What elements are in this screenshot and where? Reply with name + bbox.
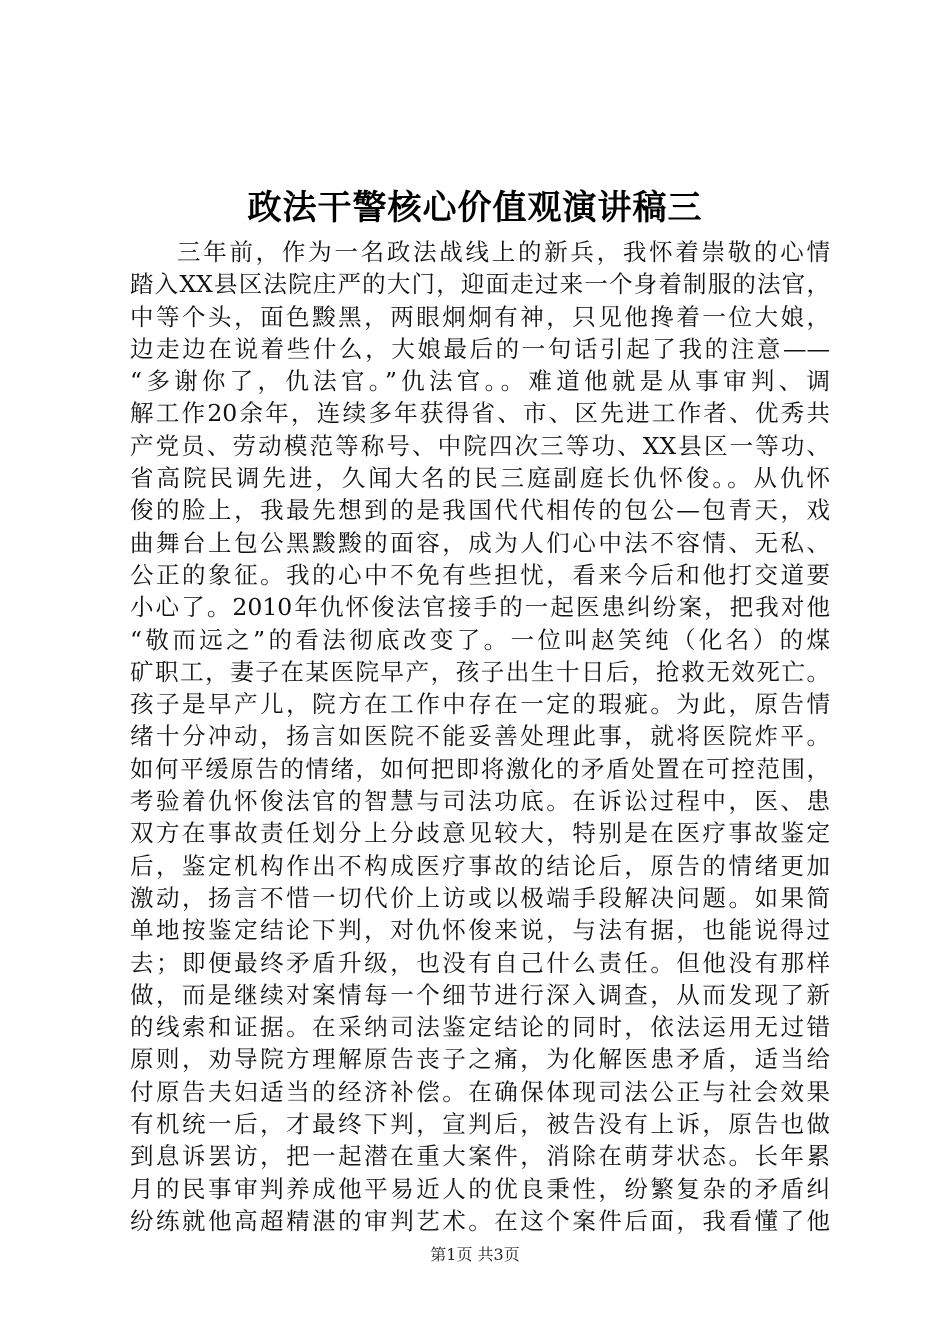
body-line: 考验着仇怀俊法官的智慧与司法功底。在诉讼过程中，医、患 <box>130 787 830 816</box>
document-body <box>130 236 830 1237</box>
body-line: 去；即便最终矛盾升级，也没有自己什么责任。但他没有那样 <box>130 948 830 977</box>
body-line: 中等个头，面色黢黑，两眼炯炯有神，只见他搀着一位大娘， <box>130 302 830 331</box>
body-line: 曲舞台上包公黑黢黢的面容，成为人们心中法不容情、无私、 <box>130 528 830 557</box>
body-line: 踏入XX县区法院庄严的大门，迎面走过来一个身着制服的法官， <box>130 270 830 299</box>
body-line: 解工作20余年，连续多年获得省、市、区先进工作者、优秀共 <box>130 399 830 428</box>
body-line: 做，而是继续对案情每一个细节进行深入调查，从而发现了新 <box>130 980 830 1009</box>
body-line: 小心了。2010年仇怀俊法官接手的一起医患纠纷案，把我对他 <box>130 593 830 622</box>
body-line: 到息诉罢访，把一起潜在重大案件，消除在萌芽状态。长年累 <box>130 1142 830 1171</box>
body-line: 有机统一后，才最终下判，宣判后，被告没有上诉，原告也做 <box>130 1110 830 1139</box>
body-line: 矿职工，妻子在某医院早产，孩子出生十日后，抢救无效死亡。 <box>130 657 830 686</box>
body-line: 绪十分冲动，扬言如医院不能妥善处理此事，就将医院炸平。 <box>130 722 830 751</box>
body-line: 如何平缓原告的情绪，如何把即将激化的矛盾处置在可控范围， <box>130 754 830 783</box>
body-line: 激动，扬言不惜一切代价上访或以极端手段解决问题。如果简 <box>130 883 830 912</box>
body-line: 纷练就他高超精湛的审判艺术。在这个案件后面，我看懂了他 <box>130 1206 830 1235</box>
body-line: 双方在事故责任划分上分歧意见较大，特别是在医疗事故鉴定 <box>130 819 830 848</box>
document-title: 政法干警核心价值观演讲稿三 <box>247 188 703 228</box>
body-line: 公正的象征。我的心中不免有些担忧，看来今后和他打交道要 <box>130 560 830 589</box>
body-line: 孩子是早产儿，院方在工作中存在一定的瑕疵。为此，原告情 <box>130 690 830 719</box>
body-line: 付原告夫妇适当的经济补偿。在确保体现司法公正与社会效果 <box>130 1077 830 1106</box>
body-line: 俊的脸上，我最先想到的是我国代代相传的包公—包青天，戏 <box>130 496 830 525</box>
body-line: 后，鉴定机构作出不构成医疗事故的结论后，原告的情绪更加 <box>130 851 830 880</box>
body-line: “敬而远之”的看法彻底改变了。一位叫赵笑纯（化名）的煤 <box>130 625 830 654</box>
body-line: 三年前，作为一名政法战线上的新兵，我怀着崇敬的心情 <box>177 238 830 266</box>
body-line: 月的民事审判养成他平易近人的优良秉性，纷繁复杂的矛盾纠 <box>130 1174 830 1203</box>
body-line: 的线索和证据。在采纳司法鉴定结论的同时，依法运用无过错 <box>130 1013 830 1042</box>
body-line: 边走边在说着些什么，大娘最后的一句话引起了我的注意—— <box>130 334 830 363</box>
body-line: 产党员、劳动模范等称号、中院四次三等功、XX县区一等功、 <box>130 431 830 460</box>
body-line: 省高院民调先进，久闻大名的民三庭副庭长仇怀俊。。从仇怀 <box>130 464 830 493</box>
body-line: “多谢你了，仇法官。”仇法官。。难道他就是从事审判、调 <box>130 367 830 396</box>
page-footer: 第1页 共3页 <box>430 1245 520 1264</box>
body-line: 单地按鉴定结论下判，对仇怀俊来说，与法有据，也能说得过 <box>130 916 830 945</box>
body-line: 原则，劝导院方理解原告丧子之痛，为化解医患矛盾，适当给 <box>130 1045 830 1074</box>
